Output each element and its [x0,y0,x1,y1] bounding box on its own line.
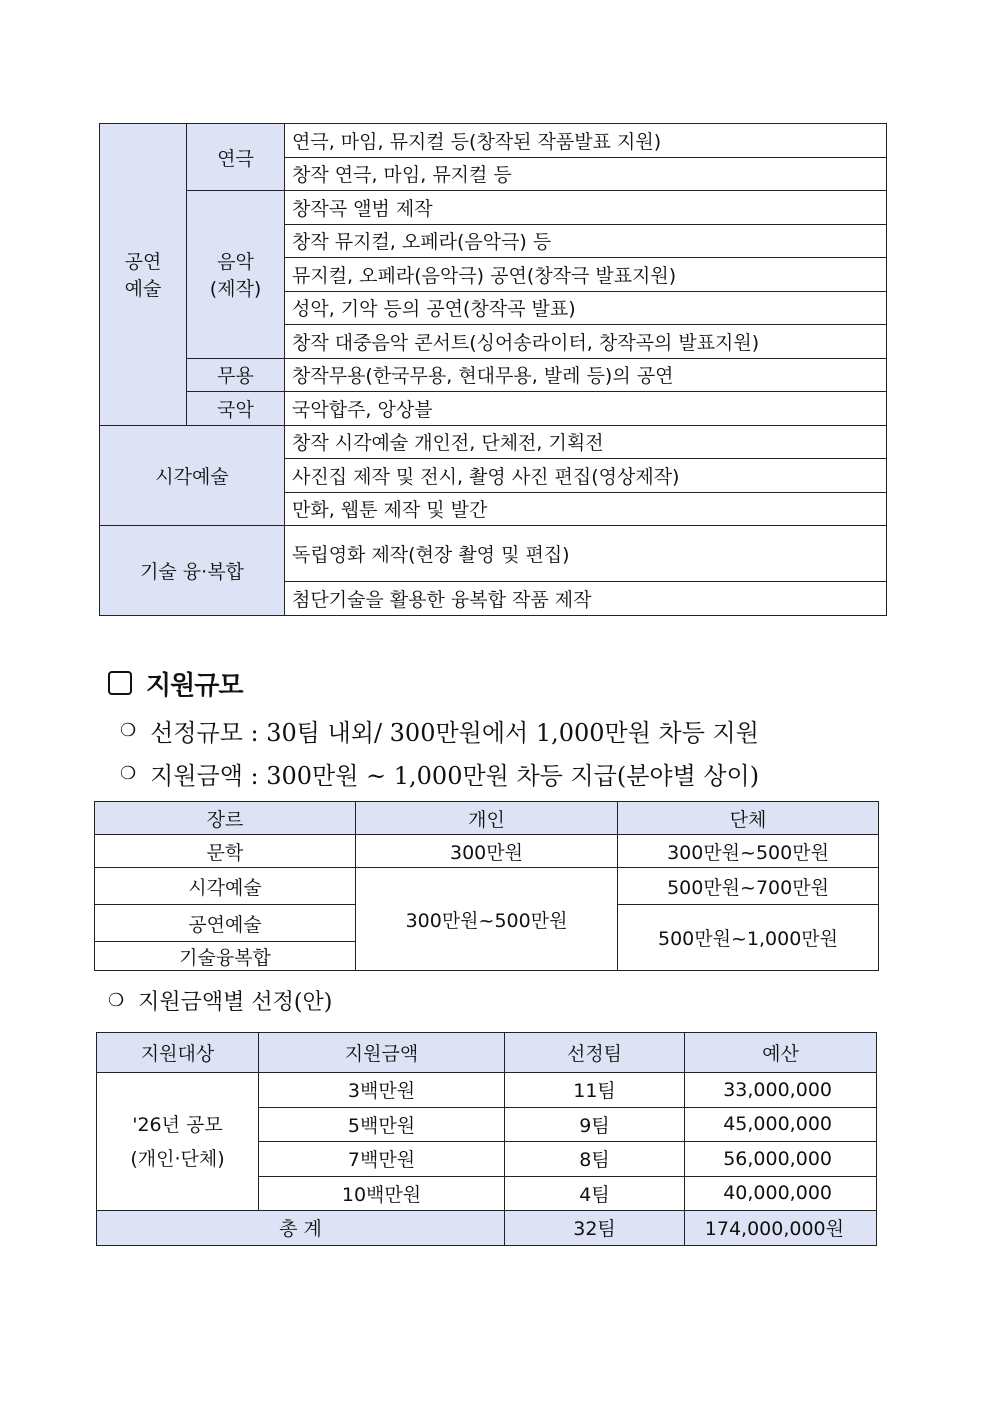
total-teams: 32팀 [505,1211,685,1246]
detail-item: 창작무용(한국무용, 현대무용, 발레 등)의 공연 [285,358,887,392]
detail-item: 창작 연극, 마임, 뮤지컬 등 [285,157,887,191]
genre-cell: 공연예술 [95,905,356,942]
group-amount-shared: 500만원~1,000만원 [618,905,879,971]
category-performing-arts [100,124,187,426]
amount-cell: 10백만원 [259,1176,505,1211]
budget-cell: 45,000,000 [685,1107,877,1142]
teams-cell: 8팀 [505,1142,685,1177]
header-target: 지원대상 [97,1033,259,1073]
detail-item: 독립영화 제작(현장 촬영 및 편집) [285,526,887,582]
selection-plan-table [96,1032,877,1246]
genre-cell: 문학 [95,835,356,868]
budget-cell: 40,000,000 [685,1176,877,1211]
detail-item: 창작곡 앨범 제작 [285,191,887,225]
total-budget: 174,000,000원 [685,1211,877,1246]
header-budget: 예산 [685,1033,877,1073]
category-label-line1: 공연 [124,251,162,274]
genre-category-table [99,123,887,616]
detail-item: 뮤지컬, 오페라(음악극) 공연(창작극 발표지원) [285,258,887,292]
bullet-text: 선정규모 : 30팀 내외/ 300만원에서 1,000만원 차등 지원 [150,719,759,747]
total-label: 총 계 [97,1211,505,1246]
header-teams: 선정팀 [505,1033,685,1073]
category-label-line2: 예술 [124,278,162,301]
section-title: 지원규모 [146,670,243,701]
group-amount: 500만원~700만원 [618,868,879,905]
detail-item: 만화, 웹툰 제작 및 발간 [285,492,887,526]
subcategory-music [187,191,285,359]
amount-cell: 5백만원 [259,1107,505,1142]
group-amount: 300만원~500만원 [618,835,879,868]
detail-item: 성악, 기악 등의 공연(창작곡 발표) [285,291,887,325]
subcategory-theater: 연극 [187,124,285,191]
teams-cell: 11팀 [505,1073,685,1108]
header-amount: 지원금액 [259,1033,505,1073]
category-visual-arts: 시각예술 [100,425,285,526]
bullet-selection-scale [120,713,759,748]
target-line2: (개인·단체) [130,1147,225,1170]
genre-cell: 시각예술 [95,868,356,905]
amount-cell: 3백만원 [259,1073,505,1108]
individual-amount-shared: 300만원~500만원 [356,868,618,971]
subcategory-dance: 무용 [187,358,285,392]
header-individual: 개인 [356,802,618,835]
detail-item: 사진집 제작 및 전시, 촬영 사진 편집(영상제작) [285,459,887,493]
detail-item: 창작 대중음악 콘서트(싱어송라이터, 창작곡의 발표지원) [285,325,887,359]
header-group: 단체 [618,802,879,835]
bullet-text: 지원금액 : 300만원 ~ 1,000만원 차등 지급(분야별 상이) [150,762,760,790]
section-heading [108,666,242,700]
subcategory-label-line2: (제작) [209,278,262,301]
subcategory-label-line1: 음악 [217,251,254,274]
detail-item: 창작 뮤지컬, 오페라(음악극) 등 [285,224,887,258]
teams-cell: 4팀 [505,1176,685,1211]
amount-cell: 7백만원 [259,1142,505,1177]
amount-by-genre-table [94,801,879,971]
checkbox-square-icon [108,671,132,695]
target-cell [97,1073,259,1211]
header-genre: 장르 [95,802,356,835]
circle-bullet-icon: ❍ [120,763,137,784]
circle-bullet-icon: ❍ [120,720,137,741]
bullet-support-amount [120,756,759,791]
detail-item: 연극, 마임, 뮤지컬 등(창작된 작품발표 지원) [285,124,887,158]
detail-item: 첨단기술을 활용한 융복합 작품 제작 [285,582,887,616]
circle-bullet-icon: ❍ [108,990,125,1011]
teams-cell: 9팀 [505,1107,685,1142]
genre-cell: 기술융복합 [95,942,356,971]
bullet-text: 지원금액별 선정(안) [138,990,333,1015]
individual-amount: 300만원 [356,835,618,868]
target-line1: '26년 공모 [132,1113,223,1136]
budget-cell: 33,000,000 [685,1073,877,1108]
budget-cell: 56,000,000 [685,1142,877,1177]
bullet-selection-plan [108,985,332,1016]
category-tech-convergence: 기술 융·복합 [100,526,285,616]
detail-item: 창작 시각예술 개인전, 단체전, 기획전 [285,425,887,459]
detail-item: 국악합주, 앙상블 [285,392,887,426]
subcategory-gugak: 국악 [187,392,285,426]
